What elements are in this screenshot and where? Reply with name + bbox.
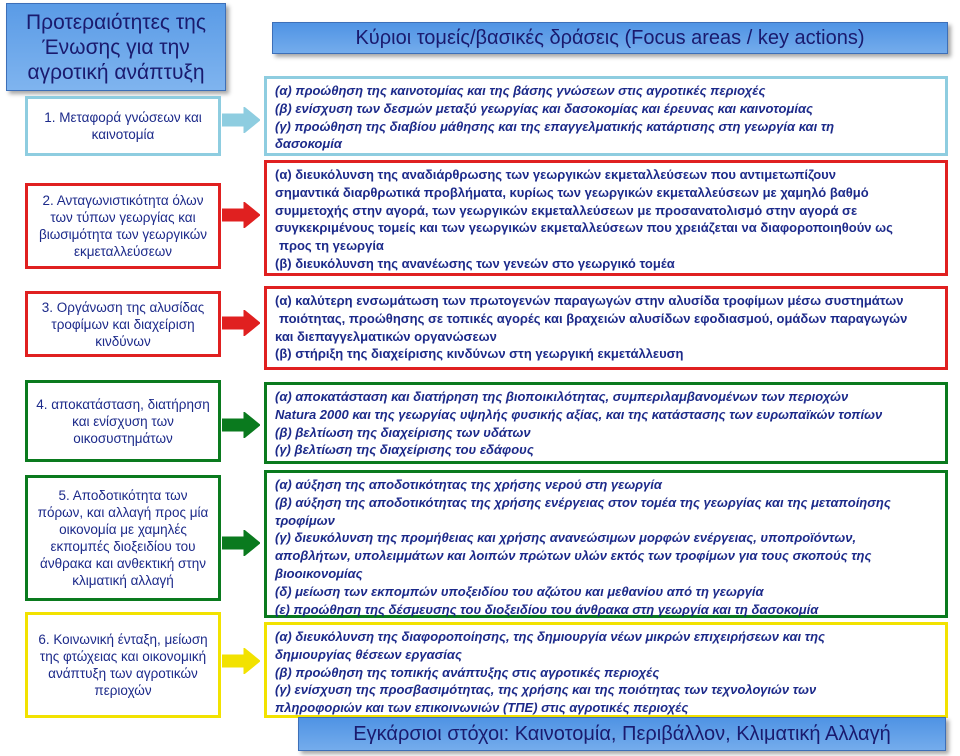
- priority-1-arrow-icon: [222, 107, 260, 133]
- p6-action-line: δημιουργίας θέσεων εργασίας: [275, 646, 462, 662]
- priority-4-arrow-icon: [222, 412, 260, 438]
- p3-action-line: και διεπαγγελματικών οργανώσεων: [275, 328, 497, 344]
- p3-action-line: (β) στήριξη της διαχείρισης κινδύνων στη γεωργική εκμετάλλευση: [275, 346, 684, 362]
- priority-5-actions-box: [264, 470, 948, 618]
- p5-action-line: αποβλήτων, υπολειμμάτων και λοιπών πρώτων υλών εκτός των τροφίμων για τους σκοπούς της: [275, 548, 872, 564]
- priority-2-arrow-icon: [222, 202, 260, 228]
- priority-4-actions-box: [264, 382, 948, 464]
- priority-3-arrow-icon: [222, 310, 260, 336]
- p6-action-line: (β) προώθηση της τοπικής ανάπτυξης στις αγροτικές περιοχές: [275, 664, 660, 680]
- priority-4-box: [25, 380, 221, 462]
- p2-action-line: προς τη γεωργία: [279, 238, 384, 254]
- priority-4-label: 4. αποκατάσταση, διατήρηση και ενίσχυση των οικοσυστημάτων: [36, 396, 210, 446]
- p2-action-line: συγκεκριμένους τομείς και των γεωργικών εκμεταλλεύσεων που χρειάζεται να διαφοροποιηθούν ως: [275, 220, 893, 236]
- p5-action-line: (δ) μείωση των εκπομπών υποξειδίου του αζώτου και μεθανίου από τη γεωργία: [275, 583, 764, 599]
- p5-action-line: (β) αύξηση της αποδοτικότητας της χρήσης ενέργειας στον τομέα της γεωργίας και της μεταποίησης: [275, 494, 891, 510]
- priorities-header: Προτεραιότητες της Ένωσης για την αγροτική ανάπτυξη: [6, 3, 226, 91]
- p2-action-line: (β) διευκόλυνση της ανανέωσης των γενεών στο γεωργικό τομέα: [275, 255, 675, 271]
- priority-6-arrow-icon: [222, 648, 260, 674]
- priority-3-label: 3. Οργάνωση της αλυσίδας τροφίμων και διαχείριση κινδύνων: [41, 299, 205, 349]
- cross-cutting-objectives-banner: Εγκάρσιοι στόχοι: Καινοτομία, Περιβάλλον, Κλιματική Αλλαγή: [298, 717, 946, 751]
- p4-action-line: (α) αποκατάσταση και διατήρηση της βιοποικιλότητας, συμπεριλαμβανομένων των περιοχών: [275, 389, 849, 404]
- p3-action-line: (α) καλύτερη ενσωμάτωση των πρωτογενών παραγωγών στην αλυσίδα τροφίμων μέσω συστημάτων: [275, 293, 904, 308]
- p2-action-line: σημαντικά διαρθρωτικά προβλήματα, κυρίως των γεωργικών εκμεταλλεύσεων με χαμηλό βαθμό: [275, 184, 869, 200]
- p4-action-line: (γ) βελτίωση της διαχείρισης του εδάφους: [275, 442, 534, 458]
- p5-action-line: τροφίμων: [275, 512, 335, 528]
- priority-5-arrow-icon: [222, 530, 260, 556]
- focus-areas-header: Κύριοι τομείς/βασικές δράσεις (Focus areas / key actions): [272, 22, 948, 54]
- p2-action-line: συμμετοχής στην αγορά, των γεωργικών εκμεταλλεύσεων με προσανατολισμό στην αγορά σε: [275, 202, 858, 218]
- priority-2-box: [25, 183, 221, 269]
- p1-action-line: (γ) προώθηση της διαβίου μάθησης και της επαγγελματικής κατάρτισης στη γεωργία και τη: [275, 118, 835, 134]
- priority-5-box: [25, 475, 221, 601]
- p6-action-line: πληροφοριών και των επικοινωνιών (ΤΠΕ) στις αγροτικές περιοχές: [275, 700, 689, 716]
- p5-action-line: (γ) διευκόλυνση της προμήθειας και χρήσης ανανεώσιμων μορφών ενέργειας, υποπροϊόντων,: [275, 530, 857, 546]
- p5-action-line: (α) αύξηση της αποδοτικότητας της χρήσης νερού στη γεωργία: [275, 477, 662, 492]
- p1-action-line: (α) προώθηση της καινοτομίας και της βάσης γνώσεων στις αγροτικές περιοχές: [275, 83, 766, 98]
- priority-3-box: [25, 291, 221, 357]
- p3-action-line: ποιότητας, προώθησης σε τοπικές αγορές και βραχειών αλυσίδων εφοδιασμού, ομάδων παραγωγών: [279, 310, 908, 326]
- priority-3-actions-box: [264, 286, 948, 370]
- p4-action-line: (β) βελτίωση της διαχείρισης των υδάτων: [275, 424, 531, 440]
- p5-action-line: (ε) προώθηση της δέσμευσης του διοξειδίου του άνθρακα στη γεωργία και τη δασοκομία: [275, 601, 819, 617]
- priority-1-label: 1. Μεταφορά γνώσεων και καινοτομία: [44, 110, 202, 142]
- priority-6-label: 6. Κοινωνική ένταξη, μείωση της φτώχειας και οικονομική ανάπτυξη των αγροτικών περιοχών: [38, 632, 208, 698]
- priority-1-box: [25, 96, 221, 156]
- priority-1-actions-box: [264, 76, 948, 156]
- priority-2-actions-box: [264, 160, 948, 276]
- p1-action-line: δασοκομία: [275, 136, 342, 152]
- priority-6-actions-box: [264, 622, 948, 718]
- p2-action-line: (α) διευκόλυνση της αναδιάρθρωσης των γεωργικών εκμεταλλεύσεων που αντιμετωπίζουν: [275, 167, 836, 182]
- priority-6-box: [25, 612, 221, 718]
- p4-action-line: Natura 2000 και της γεωργίας υψηλής φυσικής αξίας, και της κατάστασης των ευρωπαϊκών τοπίων: [275, 406, 883, 422]
- p6-action-line: (γ) ενίσχυση της προσβασιμότητας, της χρήσης και της ποιότητας των τεχνολογιών των: [275, 682, 817, 698]
- priority-5-label: 5. Αποδοτικότητα των πόρων, και αλλαγή προς μία οικονομία με χαμηλές εκπομπές διοξειδίου του άνθρακα και ανθεκτική στην κλιματική αλλαγή: [37, 488, 209, 588]
- p5-action-line: βιοοικονομίας: [275, 565, 363, 581]
- p1-action-line: (β) ενίσχυση των δεσμών μεταξύ γεωργίας και δασοκομίας και έρευνας και καινοτομίας: [275, 100, 813, 116]
- p6-action-line: (α) διευκόλυνση της διαφοροποίησης, της δημιουργία νέων μικρών επιχειρήσεων και της: [275, 629, 825, 644]
- priority-2-label: 2. Ανταγωνιστικότητα όλων των τύπων γεωργίας και βιωσιμότητα των γεωργικών εκμεταλλεύσεων: [38, 193, 208, 259]
